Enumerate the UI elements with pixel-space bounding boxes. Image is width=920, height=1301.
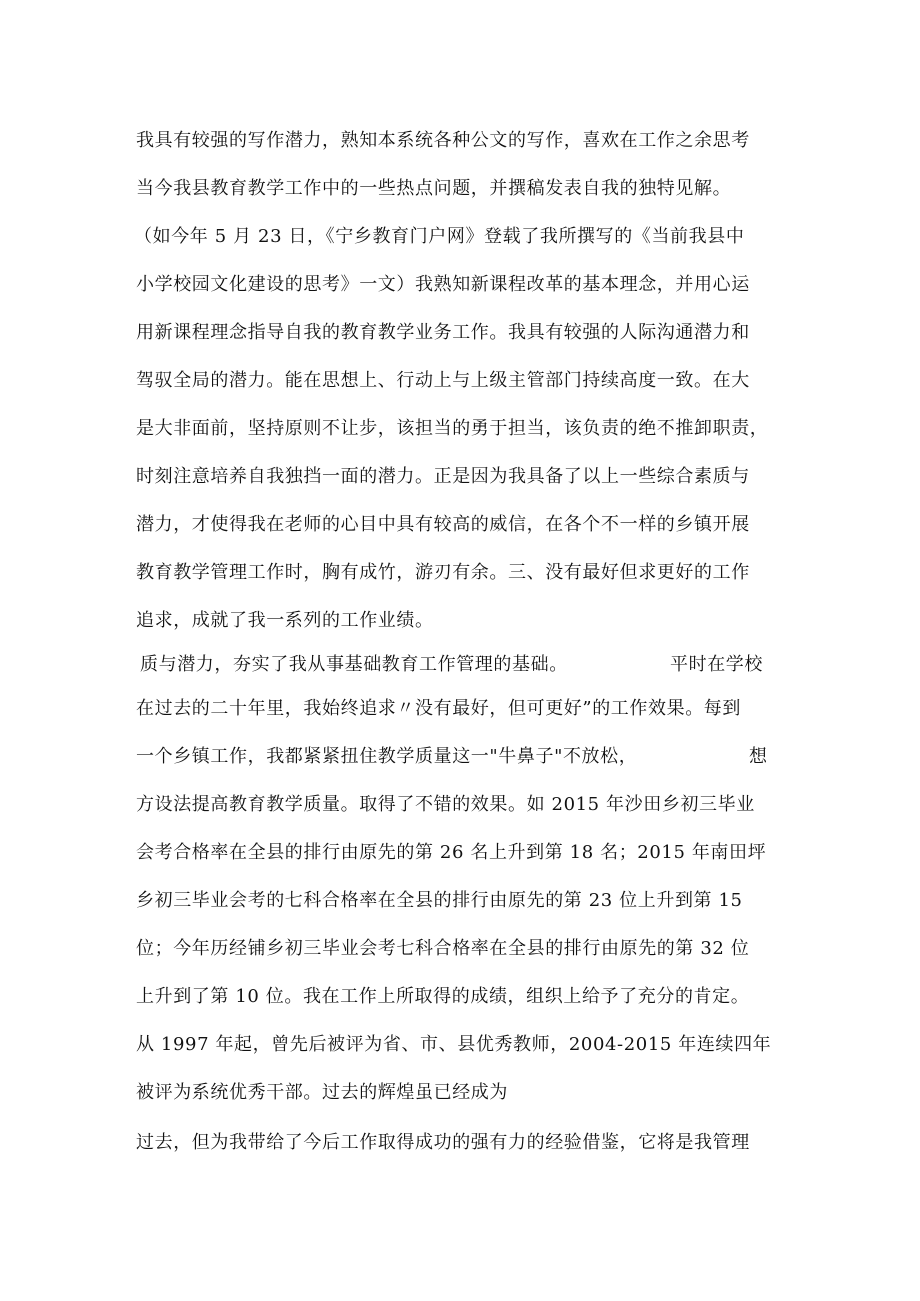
paragraph-line: 用新课程理念指导自我的教育教学业务工作。我具有较强的人际沟通潜力和 <box>136 322 750 343</box>
paragraph-line: 潜力，才使得我在老师的心目中具有较高的威信，在各个不一样的乡镇开展 <box>136 514 750 535</box>
paragraph-line: 在过去的二十年里，我始终追求〃没有最好，但可更好”的工作效果。每到 <box>136 698 741 719</box>
paragraph-line: 是大非面前，坚持原则不让步，该担当的勇于担当，该负责的绝不推卸职责， <box>136 418 769 439</box>
paragraph-line: 乡初三毕业会考的七科合格率在全县的排行由原先的第 23 位上升到第 15 <box>136 890 743 911</box>
paragraph-line: 过去，但为我带给了今后工作取得成功的强有力的经验借鉴，它将是我管理 <box>136 1132 750 1153</box>
paragraph-line: 方设法提高教育教学质量。取得了不错的效果。如 2015 年沙田乡初三毕业 <box>136 794 755 815</box>
paragraph-line: 被评为系统优秀干部。过去的辉煌虽已经成为 <box>136 1082 508 1103</box>
paragraph-line: 我具有较强的写作潜力，熟知本系统各种公文的写作，喜欢在工作之余思考 <box>136 130 750 151</box>
split-line-right: 想 <box>749 746 768 767</box>
paragraph-line: 小学校园文化建设的思考》一文）我熟知新课程改革的基本理念，并用心运 <box>136 274 750 295</box>
paragraph-line: 上升到了第 10 位。我在工作上所取得的成绩，组织上给予了充分的肯定。 <box>136 986 750 1007</box>
paragraph-line: 位；今年历经铺乡初三毕业会考七科合格率在全县的排行由原先的第 32 位 <box>136 938 750 959</box>
split-line-right: 平时在学校 <box>670 654 763 675</box>
split-line-left: 质与潜力，夯实了我从事基础教育工作管理的基础。 <box>140 654 568 675</box>
paragraph-line: 当今我县教育教学工作中的一些热点问题，并撰稿发表自我的独特见解。 <box>136 178 732 199</box>
paragraph-line: 教育教学管理工作时，胸有成竹，游刃有余。三、没有最好但求更好的工作 <box>136 562 750 583</box>
paragraph-line: 会考合格率在全县的排行由原先的第 26 名上升到第 18 名；2015 年南田坪 <box>136 842 767 863</box>
paragraph-line: 从 1997 年起，曾先后被评为省、市、县优秀教师，2004-2015 年连续四年 <box>136 1034 772 1055</box>
paragraph-line: （如今年 5 月 23 日，《宁乡教育门户网》登载了我所撰写的《当前我县中 <box>134 226 745 247</box>
paragraph-line: 追求，成就了我一系列的工作业绩。 <box>136 610 434 631</box>
split-line-left: 一个乡镇工作，我都紧紧扭住教学质量这一"牛鼻子"不放松， <box>136 746 638 767</box>
paragraph-line: 驾驭全局的潜力。能在思想上、行动上与上级主管部门持续高度一致。在大 <box>136 370 750 391</box>
paragraph-line: 时刻注意培养自我独挡一面的潜力。正是因为我具备了以上一些综合素质与 <box>136 466 750 487</box>
